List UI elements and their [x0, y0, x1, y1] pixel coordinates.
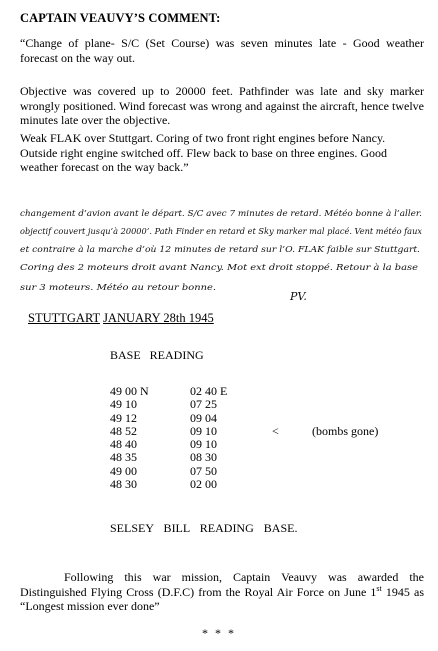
reading-lon: 09 10: [190, 437, 217, 452]
reading-lon: 09 04: [190, 410, 217, 425]
closing-text: Following this war mission, Captain Veauvy was awarded the Distinguished Flying Cross (D.F.C) from the Royal Air Force on June 1: [20, 570, 424, 599]
handwritten-note: [0, 200, 438, 312]
reading-lat: 49 00: [110, 463, 137, 478]
reading-lon: 08 30: [190, 450, 217, 465]
end-mark: * * *: [202, 626, 236, 640]
closing-text-end: 1945 as “Longest mission ever done”: [20, 584, 424, 613]
target-marker: <: [272, 423, 279, 438]
handwritten-initials: PV.: [290, 290, 307, 303]
comment-paragraph-1: “Change of plane- S/C (Set Course) was seven minutes late - Good weather forecast on the way out.: [20, 36, 424, 65]
selsey-bill-label: SELSEY BILL READING BASE.: [110, 521, 298, 535]
handwritten-line-3: et contraire à la marche d’où 12 minutes de retard sur l’O. FLAK faible sur Stuttgart.: [20, 244, 420, 254]
handwritten-line-2: objectif couvert jusqu’à 20000’. Path Finder en retard et Sky marker mal placé. Vent météo faux: [20, 226, 423, 236]
handwritten-line-5: sur 3 moteurs. Météo au retour bonne.: [20, 282, 216, 292]
reading-lon: 09 10: [190, 423, 217, 438]
page-heading: CAPTAIN VEAUVY’S COMMENT:: [20, 11, 221, 25]
closing-ordinal: st: [376, 583, 382, 593]
reading-lat: 48 52: [110, 423, 137, 438]
bombs-gone-note: (bombs gone): [312, 423, 379, 438]
base-reading-label: BASE READING: [110, 348, 204, 362]
reading-lon: 07 50: [190, 463, 217, 478]
reading-lat: 48 35: [110, 450, 137, 465]
closing-paragraph: [20, 570, 424, 614]
mission-title: [28, 311, 214, 326]
reading-lat: 49 10: [110, 397, 137, 412]
reading-lon: 02 00: [190, 477, 217, 492]
reading-lat: 49 12: [110, 410, 137, 425]
comment-paragraph-2: Objective was covered up to 20000 feet. Pathfinder was late and sky marker wrongly positioned. Wind forecast was wrong and against the aircraft, hence twelve minutes late over the objective.: [20, 84, 424, 127]
mission-place: STUTTGART: [28, 311, 100, 325]
reading-lon: 02 40 E: [190, 384, 228, 398]
reading-lat: 48 30: [110, 477, 137, 492]
handwritten-line-4: Coring des 2 moteurs droit avant Nancy. Mot ext droit stoppé. Retour à la base: [20, 262, 419, 272]
reading-lat: 48 40: [110, 437, 137, 452]
reading-lon: 07 25: [190, 397, 217, 412]
mission-date: JANUARY 28th 1945: [103, 311, 214, 325]
comment-paragraph-3: Weak FLAK over Stuttgart. Coring of two front right engines before Nancy. Outside right engine switched off. Flew back to base on three engines. Good weather forecast on the way back.”: [20, 131, 388, 174]
handwritten-line-1: changement d’avion avant le départ. S/C avec 7 minutes de retard. Météo bonne à l’aller.: [20, 208, 422, 218]
reading-lat: 49 00 N: [110, 384, 149, 398]
